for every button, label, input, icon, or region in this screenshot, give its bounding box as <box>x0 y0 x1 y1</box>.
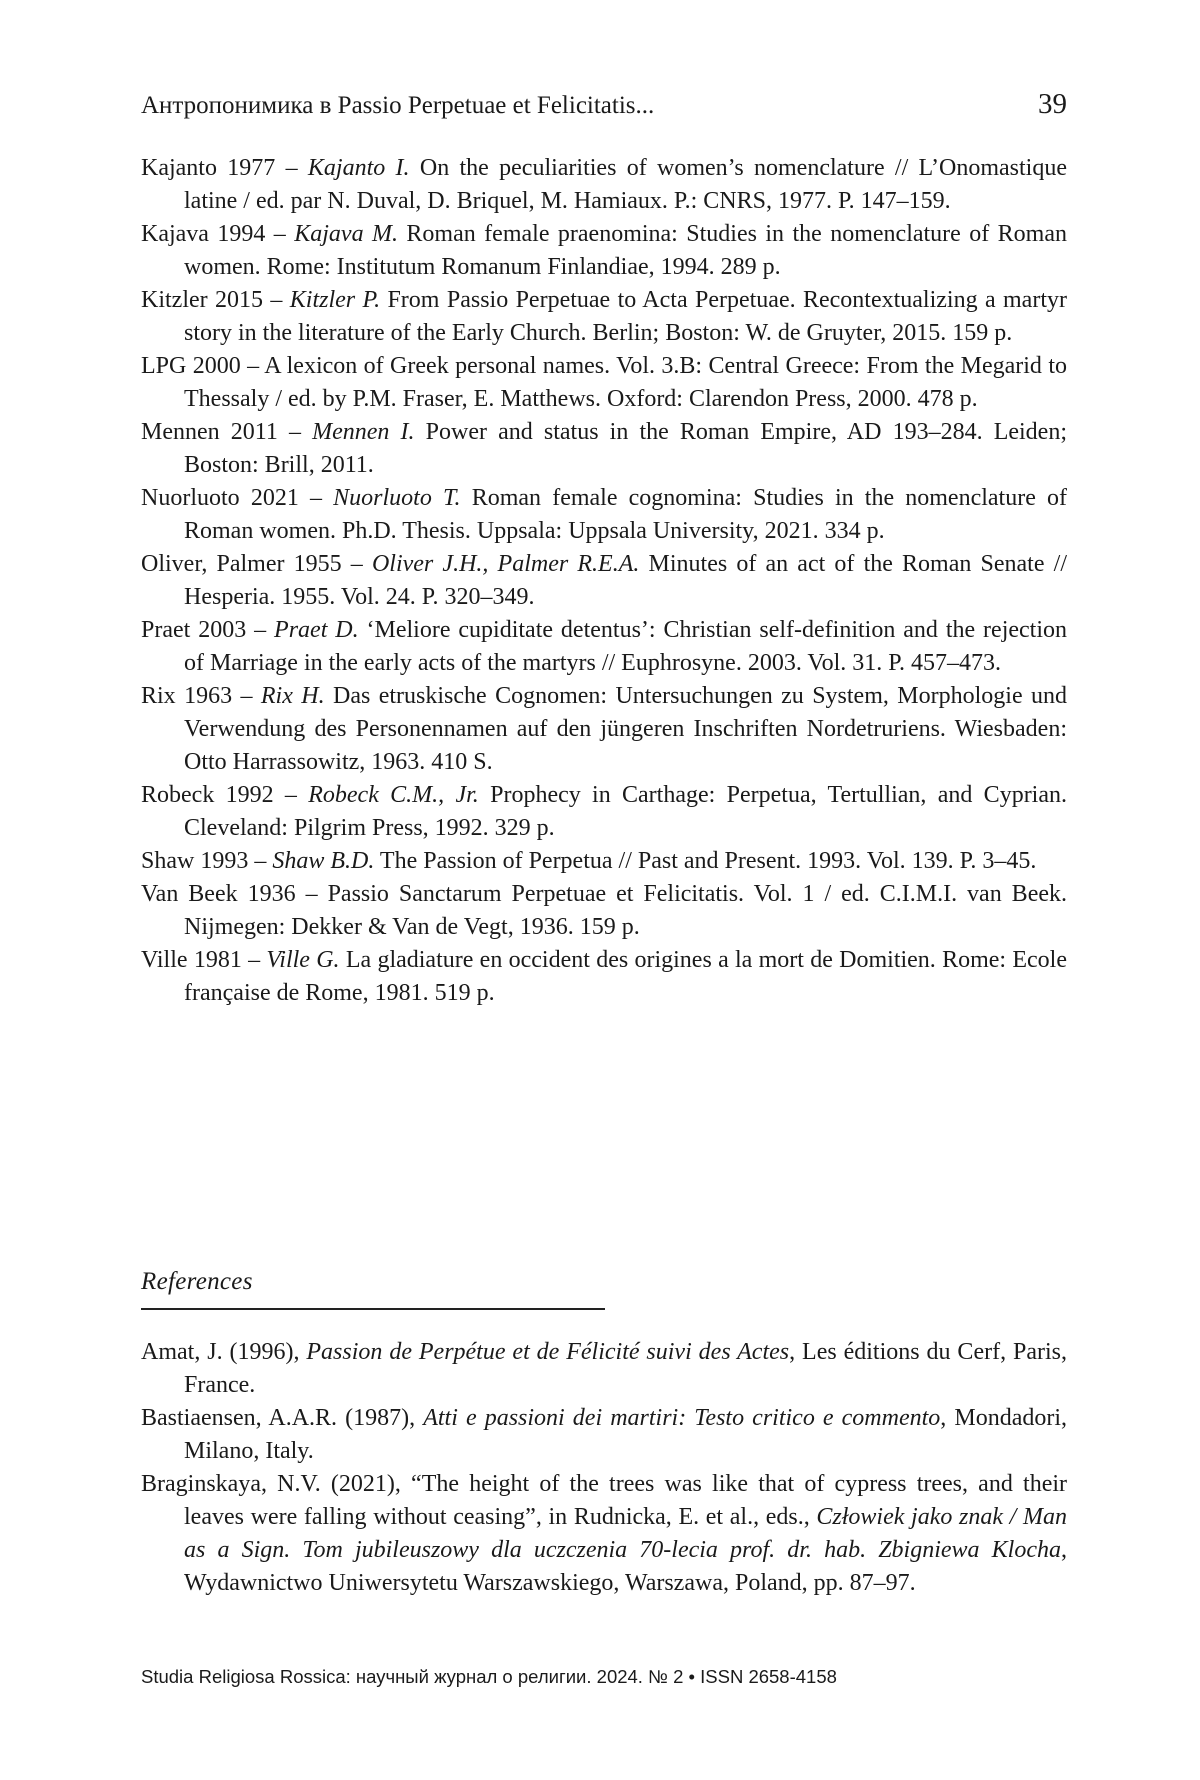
bibliography-entry: Praet 2003 – Praet D. ‘Meliore cupiditate detentus’: Christian self-definition and the rejection of Marriage in the early acts of the martyrs // Euphrosyne. 2003. Vol. 31. P. 457–473. <box>141 617 1067 676</box>
bibliography-entry: Mennen 2011 – Mennen I. Power and status in the Roman Empire, AD 193–284. Leiden; Boston: Brill, 2011. <box>141 419 1067 478</box>
bibliography-entry: Nuorluoto 2021 – Nuorluoto T. Roman female cognomina: Studies in the nomenclature of Roman women. Ph.D. Thesis. Uppsala: Uppsala University, 2021. 334 p. <box>141 485 1068 544</box>
references-divider <box>141 1308 605 1310</box>
entry-author: Kitzler P. <box>289 287 381 313</box>
entry-author: Kajanto I. <box>307 155 410 181</box>
reference-title: Passion de Perpétue et de Félicité suivi des Actes <box>306 1339 790 1365</box>
page-number: 39 <box>1038 88 1067 120</box>
entry-author: Ville G. <box>266 947 340 973</box>
journal-page <box>141 0 1067 1780</box>
reference-entry: Amat, J. (1996), Passion de Perpétue et de Félicité suivi des Actes, Les éditions du Cerf, Paris, France. <box>141 1339 1067 1398</box>
bibliography-entry: Oliver, Palmer 1955 – Oliver J.H., Palmer R.E.A. Minutes of an act of the Roman Senate // Hesperia. 1955. Vol. 24. P. 320–349. <box>141 551 1067 610</box>
entry-author: Mennen I. <box>312 419 415 445</box>
entry-author: Praet D. <box>274 617 359 643</box>
bibliography-entry: LPG 2000 – A lexicon of Greek personal names. Vol. 3.B: Central Greece: From the Megarid to Thessaly / ed. by P.M. Fraser, E. Matthews. Oxford: Clarendon Press, 2000. 478 p. <box>141 353 1068 412</box>
bibliography-entry: Kajava 1994 – Kajava M. Roman female praenomina: Studies in the nomenclature of Roman women. Rome: Institutum Romanum Finlandiae, 1994. 289 p. <box>141 221 1067 280</box>
references-heading: References <box>141 1268 253 1295</box>
entry-author: Oliver J.H., Palmer R.E.A. <box>371 551 640 577</box>
running-header <box>141 88 1067 128</box>
bibliography-entry: Rix 1963 – Rix H. Das etruskische Cognomen: Untersuchungen zu System, Morphologie und Verwendung des Personennamen auf den jüngeren Inschriften Nordetruriens. Wiesbaden: Otto Harrassowitz, 1963. 410 S. <box>141 683 1067 775</box>
entry-author: Nuorluoto T. <box>333 485 461 511</box>
entry-author: Shaw B.D. <box>272 848 375 874</box>
bibliography-list <box>141 152 1067 1010</box>
entry-author: Robeck C.M., Jr. <box>308 782 479 808</box>
entry-author: Rix H. <box>260 683 325 709</box>
bibliography-entry: Shaw 1993 – Shaw B.D. The Passion of Perpetua // Past and Present. 1993. Vol. 139. P. 3–45. <box>141 848 1037 874</box>
bibliography-entry: Kitzler 2015 – Kitzler P. From Passio Perpetuae to Acta Perpetuae. Recontextualizing a martyr story in the literature of the Early Church. Berlin; Boston: W. de Gruyter, 2015. 159 p. <box>141 287 1067 346</box>
reference-title: Człowiek jako znak / Man as a Sign. Tom jubileuszowy dla uczczenia 70-lecia prof. dr. hab. Zbigniewa Klocha <box>184 1504 1067 1563</box>
bibliography-entry: Robeck 1992 – Robeck C.M., Jr. Prophecy in Carthage: Perpetua, Tertullian, and Cyprian. Cleveland: Pilgrim Press, 1992. 329 p. <box>141 782 1068 841</box>
reference-entry: Braginskaya, N.V. (2021), “The height of the trees was like that of cypress trees, and their leaves were falling without ceasing”, in Rudnicka, E. et al., eds., Człowiek jako znak / Man as a Sign. Tom jubileuszowy dla uczczenia 70-lecia prof. dr. hab. Zbigniewa Klocha, Wydawnictwo Uniwersytetu Warszawskiego, Warszawa, Poland, pp. 87–97. <box>141 1471 1067 1596</box>
running-title: Антропонимика в Passio Perpetuae et Felicitatis... <box>141 92 655 119</box>
entry-author: Kajava M. <box>294 221 398 247</box>
bibliography-entry: Van Beek 1936 – Passio Sanctarum Perpetuae et Felicitatis. Vol. 1 / ed. C.I.M.I. van Beek. Nijmegen: Dekker & Van de Vegt, 1936. 159 p. <box>141 881 1067 940</box>
reference-title: Atti e passioni dei martiri: Testo critico e commento <box>423 1405 941 1431</box>
references-list <box>141 1336 1067 1600</box>
reference-entry: Bastiaensen, A.A.R. (1987), Atti e passioni dei martiri: Testo critico e commento, Mondadori, Milano, Italy. <box>141 1405 1068 1464</box>
journal-footer: Studia Religiosa Rossica: научный журнал о религии. 2024. № 2 • ISSN 2658-4158 <box>141 1666 837 1687</box>
bibliography-entry: Kajanto 1977 – Kajanto I. On the peculiarities of women’s nomenclature // L’Onomastique latine / ed. par N. Duval, D. Briquel, M. Hamiaux. P.: CNRS, 1977. P. 147–159. <box>141 155 1067 214</box>
bibliography-entry: Ville 1981 – Ville G. La gladiature en occident des origines a la mort de Domitien. Rome: Ecole française de Rome, 1981. 519 p. <box>141 947 1068 1006</box>
